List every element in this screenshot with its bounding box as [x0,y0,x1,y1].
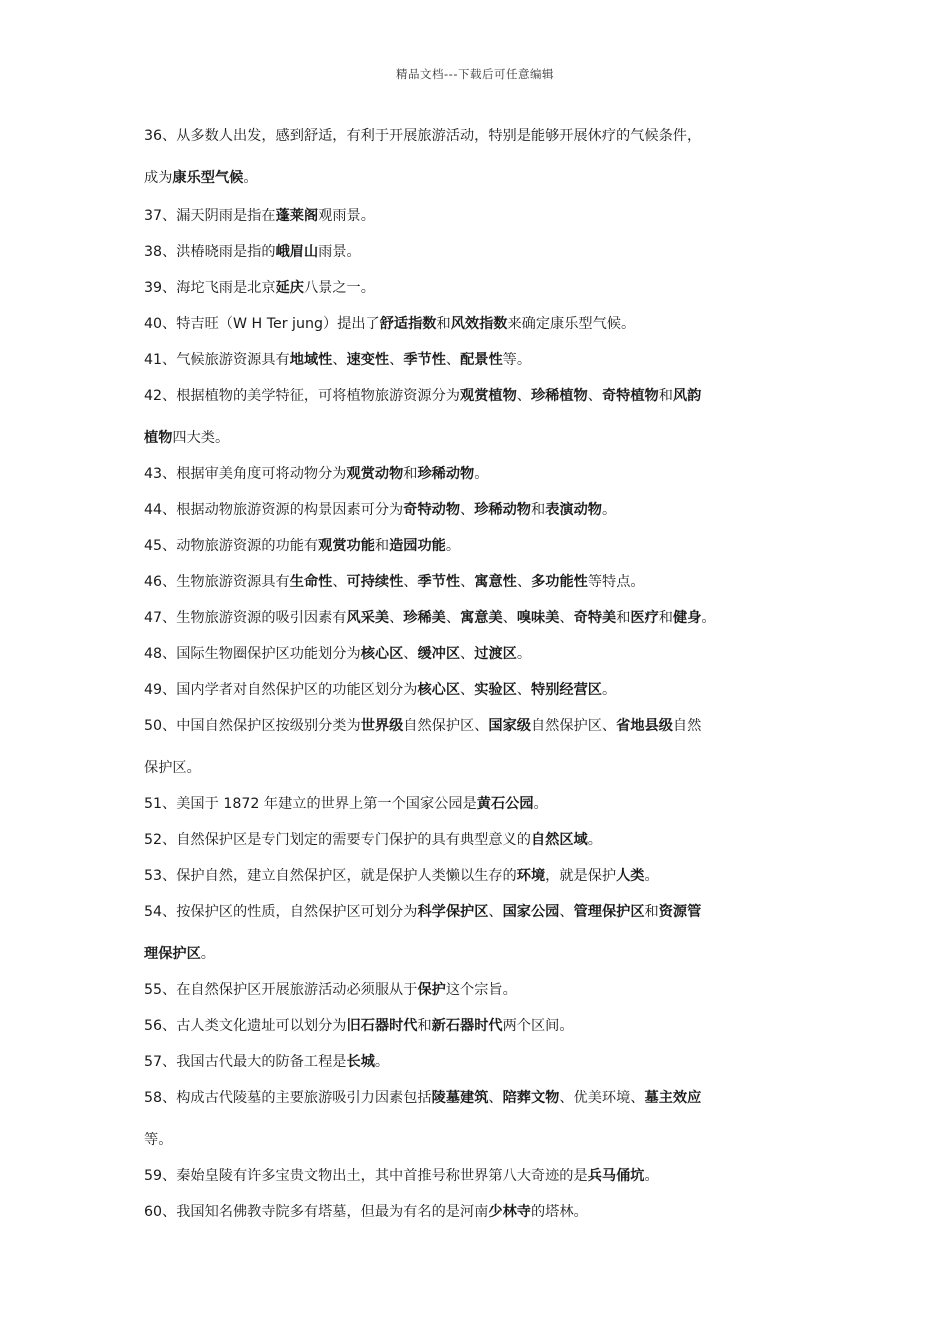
list-item [144,276,375,300]
text-segment: 。 [243,170,258,186]
text-segment: 观雨景。 [318,208,375,224]
list-item-continuation [144,1128,172,1152]
text-segment: 自然 [672,718,702,734]
text-segment: 36、从多数人出发，感到舒适，有利于开展旅游活动，特别是能够开展休疗的气候条件， [144,128,702,144]
text-segment: 两个区间。 [502,1018,574,1034]
text-segment: 八景之一。 [303,280,375,296]
text-segment: 、 [460,682,475,698]
list-item [144,978,517,1002]
text-segment: 、 [403,646,418,662]
text-segment: 59、秦始皇陵有许多宝贵文物出土，其中首推号称世界第八大奇迹的是 [144,1168,588,1184]
text-segment: 、 [488,904,503,920]
text-segment: 、 [332,352,347,368]
list-item [144,384,701,408]
key-term: 观赏植物 [460,388,517,404]
text-segment: 四大类。 [172,430,230,446]
text-segment: 。 [445,538,461,554]
key-term: 国家公园 [502,904,560,920]
key-term: 新石器时代 [431,1018,503,1034]
text-segment: 。 [200,946,215,962]
list-item [144,714,701,738]
text-segment: 和 [644,904,659,920]
list-item-continuation [144,756,201,780]
list-item [144,828,602,852]
key-term: 多功能性 [531,574,588,590]
list-item [144,1200,588,1224]
text-segment: 。 [474,466,489,482]
key-term: 自然区域 [530,832,588,848]
text-segment: 、 [389,610,404,626]
text-segment: 的塔林。 [530,1204,588,1220]
key-term: 康乐型气候 [172,170,244,186]
key-term: 少林寺 [488,1204,531,1220]
text-segment: ，就是保护 [545,868,617,884]
list-item [144,240,361,264]
list-item-continuation [144,426,229,450]
text-segment: 56、古人类文化遗址可以划分为 [144,1018,347,1034]
key-term: 环境 [516,868,546,884]
text-segment: 、 [403,574,418,590]
list-item [144,864,659,888]
key-term: 可持续性 [346,574,404,590]
key-term: 奇特动物 [403,502,461,518]
key-term: 实验区 [474,682,517,698]
text-segment: 。 [601,682,617,698]
key-term: 季节性 [417,574,461,590]
text-segment: 和 [616,610,631,626]
text-segment: 、 [460,574,475,590]
text-segment: 、 [502,610,517,626]
list-item [144,462,488,486]
key-term: 观赏动物 [346,466,404,482]
key-term: 配景性 [460,352,503,368]
text-segment: 45、动物旅游资源的功能有 [144,538,319,554]
text-segment: 成为 [144,170,173,186]
list-item [144,1164,659,1188]
list-item [144,204,375,228]
text-segment: 、 [587,388,602,404]
key-term: 核心区 [360,646,404,662]
key-term: 季节性 [403,352,446,368]
text-segment: 58、构成古代陵墓的主要旅游吸引力因素包括 [144,1090,432,1106]
text-segment: 43、根据审美角度可将动物分为 [144,466,347,482]
text-segment: 、 [516,682,531,698]
text-segment: 、 [488,1090,503,1106]
text-segment: 和 [658,610,673,626]
key-term: 人类 [616,868,645,884]
text-segment: 52、自然保护区是专门划定的需要专门保护的具有典型意义的 [144,832,531,848]
key-term: 特别经营区 [531,682,602,698]
text-segment: 。 [644,868,659,884]
key-term: 奇特美 [573,610,617,626]
text-segment: 。 [601,502,617,518]
key-term: 旧石器时代 [346,1018,418,1034]
list-item [144,348,531,372]
text-segment: 57、我国古代最大的防备工程是 [144,1054,347,1070]
key-term: 长城 [346,1054,375,1070]
list-item [144,900,701,924]
text-segment: 44、根据动物旅游资源的构景因素可分为 [144,502,404,518]
key-term: 管理保护区 [573,904,645,920]
text-segment: 、 [332,574,347,590]
key-term: 寓意美 [460,610,503,626]
text-segment: 48、国际生物圈保护区功能划分为 [144,646,361,662]
text-segment: 49、国内学者对自然保护区的功能区划分为 [144,682,418,698]
text-segment: 、 [516,388,531,404]
text-segment: 37、漏天阴雨是指在 [144,208,276,224]
text-segment: 46、生物旅游资源具有 [144,574,290,590]
list-item [144,312,635,336]
key-term: 墓主效应 [644,1090,702,1106]
text-segment: 、 [460,646,475,662]
text-segment: 、 [445,610,461,626]
key-term: 兵马俑坑 [587,1168,645,1184]
key-term: 核心区 [417,682,461,698]
key-term: 黄石公园 [476,796,534,812]
key-term: 嗅味美 [516,610,560,626]
key-term: 医疗 [630,610,659,626]
list-item [144,534,460,558]
key-term: 风采美 [346,610,390,626]
text-segment: 等。 [144,1132,173,1148]
key-term: 国家级 [488,718,531,734]
text-segment: 等。 [502,352,532,368]
list-item [144,678,616,702]
text-segment: 、 [445,352,461,368]
text-segment: 50、中国自然保护区按级别分类为 [144,718,361,734]
text-segment: 55、在自然保护区开展旅游活动必须服从于 [144,982,418,998]
text-segment: 54、按保护区的性质，自然保护区可划分为 [144,904,418,920]
text-segment: 。 [533,796,548,812]
text-segment: 。 [587,832,602,848]
list-item [144,570,645,594]
key-term: 资源管 [658,904,702,920]
key-term: 陪葬文物 [502,1090,560,1106]
key-term: 风效指数 [450,316,508,332]
page-header: 精品文档---下载后可任意编辑 [396,67,554,81]
key-term: 速变性 [346,352,390,368]
key-term: 珍稀动物 [417,466,475,482]
text-segment: 雨景。 [318,244,361,260]
key-term: 保护 [417,982,446,998]
key-term: 健身 [673,610,702,626]
key-term: 峨眉山 [275,244,319,260]
key-term: 造园功能 [389,538,446,554]
key-term: 观赏功能 [318,538,375,554]
key-term: 风韵 [672,388,702,404]
key-term: 生命性 [289,574,333,590]
text-segment: 、 [460,502,475,518]
list-item [144,1050,389,1074]
text-segment: 等特点。 [587,574,645,590]
text-segment: 、 [389,352,404,368]
text-segment: 38、洪椿晓雨是指的 [144,244,276,260]
text-segment: 。 [516,646,532,662]
text-segment: 和 [417,1018,432,1034]
text-segment: 。 [701,610,716,626]
text-segment: 40、特吉旺（W H Ter jung）提出了 [144,316,380,332]
text-segment: 、优美环境、 [559,1090,645,1106]
text-segment: 自然保护区、 [530,718,617,734]
key-term: 过渡区 [474,646,517,662]
text-segment: 自然保护区、 [403,718,489,734]
key-term: 奇特植物 [601,388,659,404]
key-term: 省地县级 [616,718,673,734]
key-term: 珍稀动物 [474,502,531,518]
list-item-continuation [144,166,258,190]
key-term: 植物 [144,430,173,446]
key-term: 缓冲区 [417,646,461,662]
text-segment: 保护区。 [144,760,201,776]
text-segment: 。 [374,1054,390,1070]
text-segment: 和 [374,538,390,554]
text-segment: 60、我国知名佛教寺院多有塔墓，但最为有名的是河南 [144,1204,489,1220]
list-item [144,498,616,522]
key-term: 珍稀美 [403,610,446,626]
key-term: 蓬莱阁 [275,208,319,224]
key-term: 世界级 [360,718,404,734]
text-segment: 、 [559,610,574,626]
key-term: 理保护区 [144,946,201,962]
text-segment: 39、海坨飞雨是北京 [144,280,276,296]
text-segment: 和 [658,388,673,404]
text-segment: 51、美国于 1872 年建立的世界上第一个国家公园是 [144,796,477,812]
key-term: 陵墓建筑 [431,1090,489,1106]
list-item [144,1014,574,1038]
text-segment: 这个宗旨。 [445,982,517,998]
list-item [144,642,531,666]
list-item [144,1086,701,1110]
key-term: 寓意性 [474,574,517,590]
text-segment: 41、气候旅游资源具有 [144,352,290,368]
text-segment: 来确定康乐型气候。 [507,316,636,332]
text-segment: 和 [436,316,451,332]
key-term: 珍稀植物 [530,388,588,404]
text-segment: 和 [403,466,418,482]
key-term: 舒适指数 [379,316,437,332]
text-segment: 。 [644,1168,659,1184]
text-segment: 、 [559,904,574,920]
list-item-continuation [144,942,215,966]
list-item [144,124,701,148]
key-term: 科学保护区 [417,904,489,920]
text-segment: 47、生物旅游资源的吸引因素有 [144,610,347,626]
list-item [144,792,548,816]
key-term: 表演动物 [545,502,602,518]
key-term: 地域性 [289,352,333,368]
text-segment: 53、保护自然，建立自然保护区，就是保护人类懒以生存的 [144,868,517,884]
list-item [144,606,716,630]
text-segment: 、 [516,574,532,590]
text-segment: 和 [530,502,546,518]
key-term: 延庆 [275,280,304,296]
text-segment: 42、根据植物的美学特征，可将植物旅游资源分为 [144,388,460,404]
